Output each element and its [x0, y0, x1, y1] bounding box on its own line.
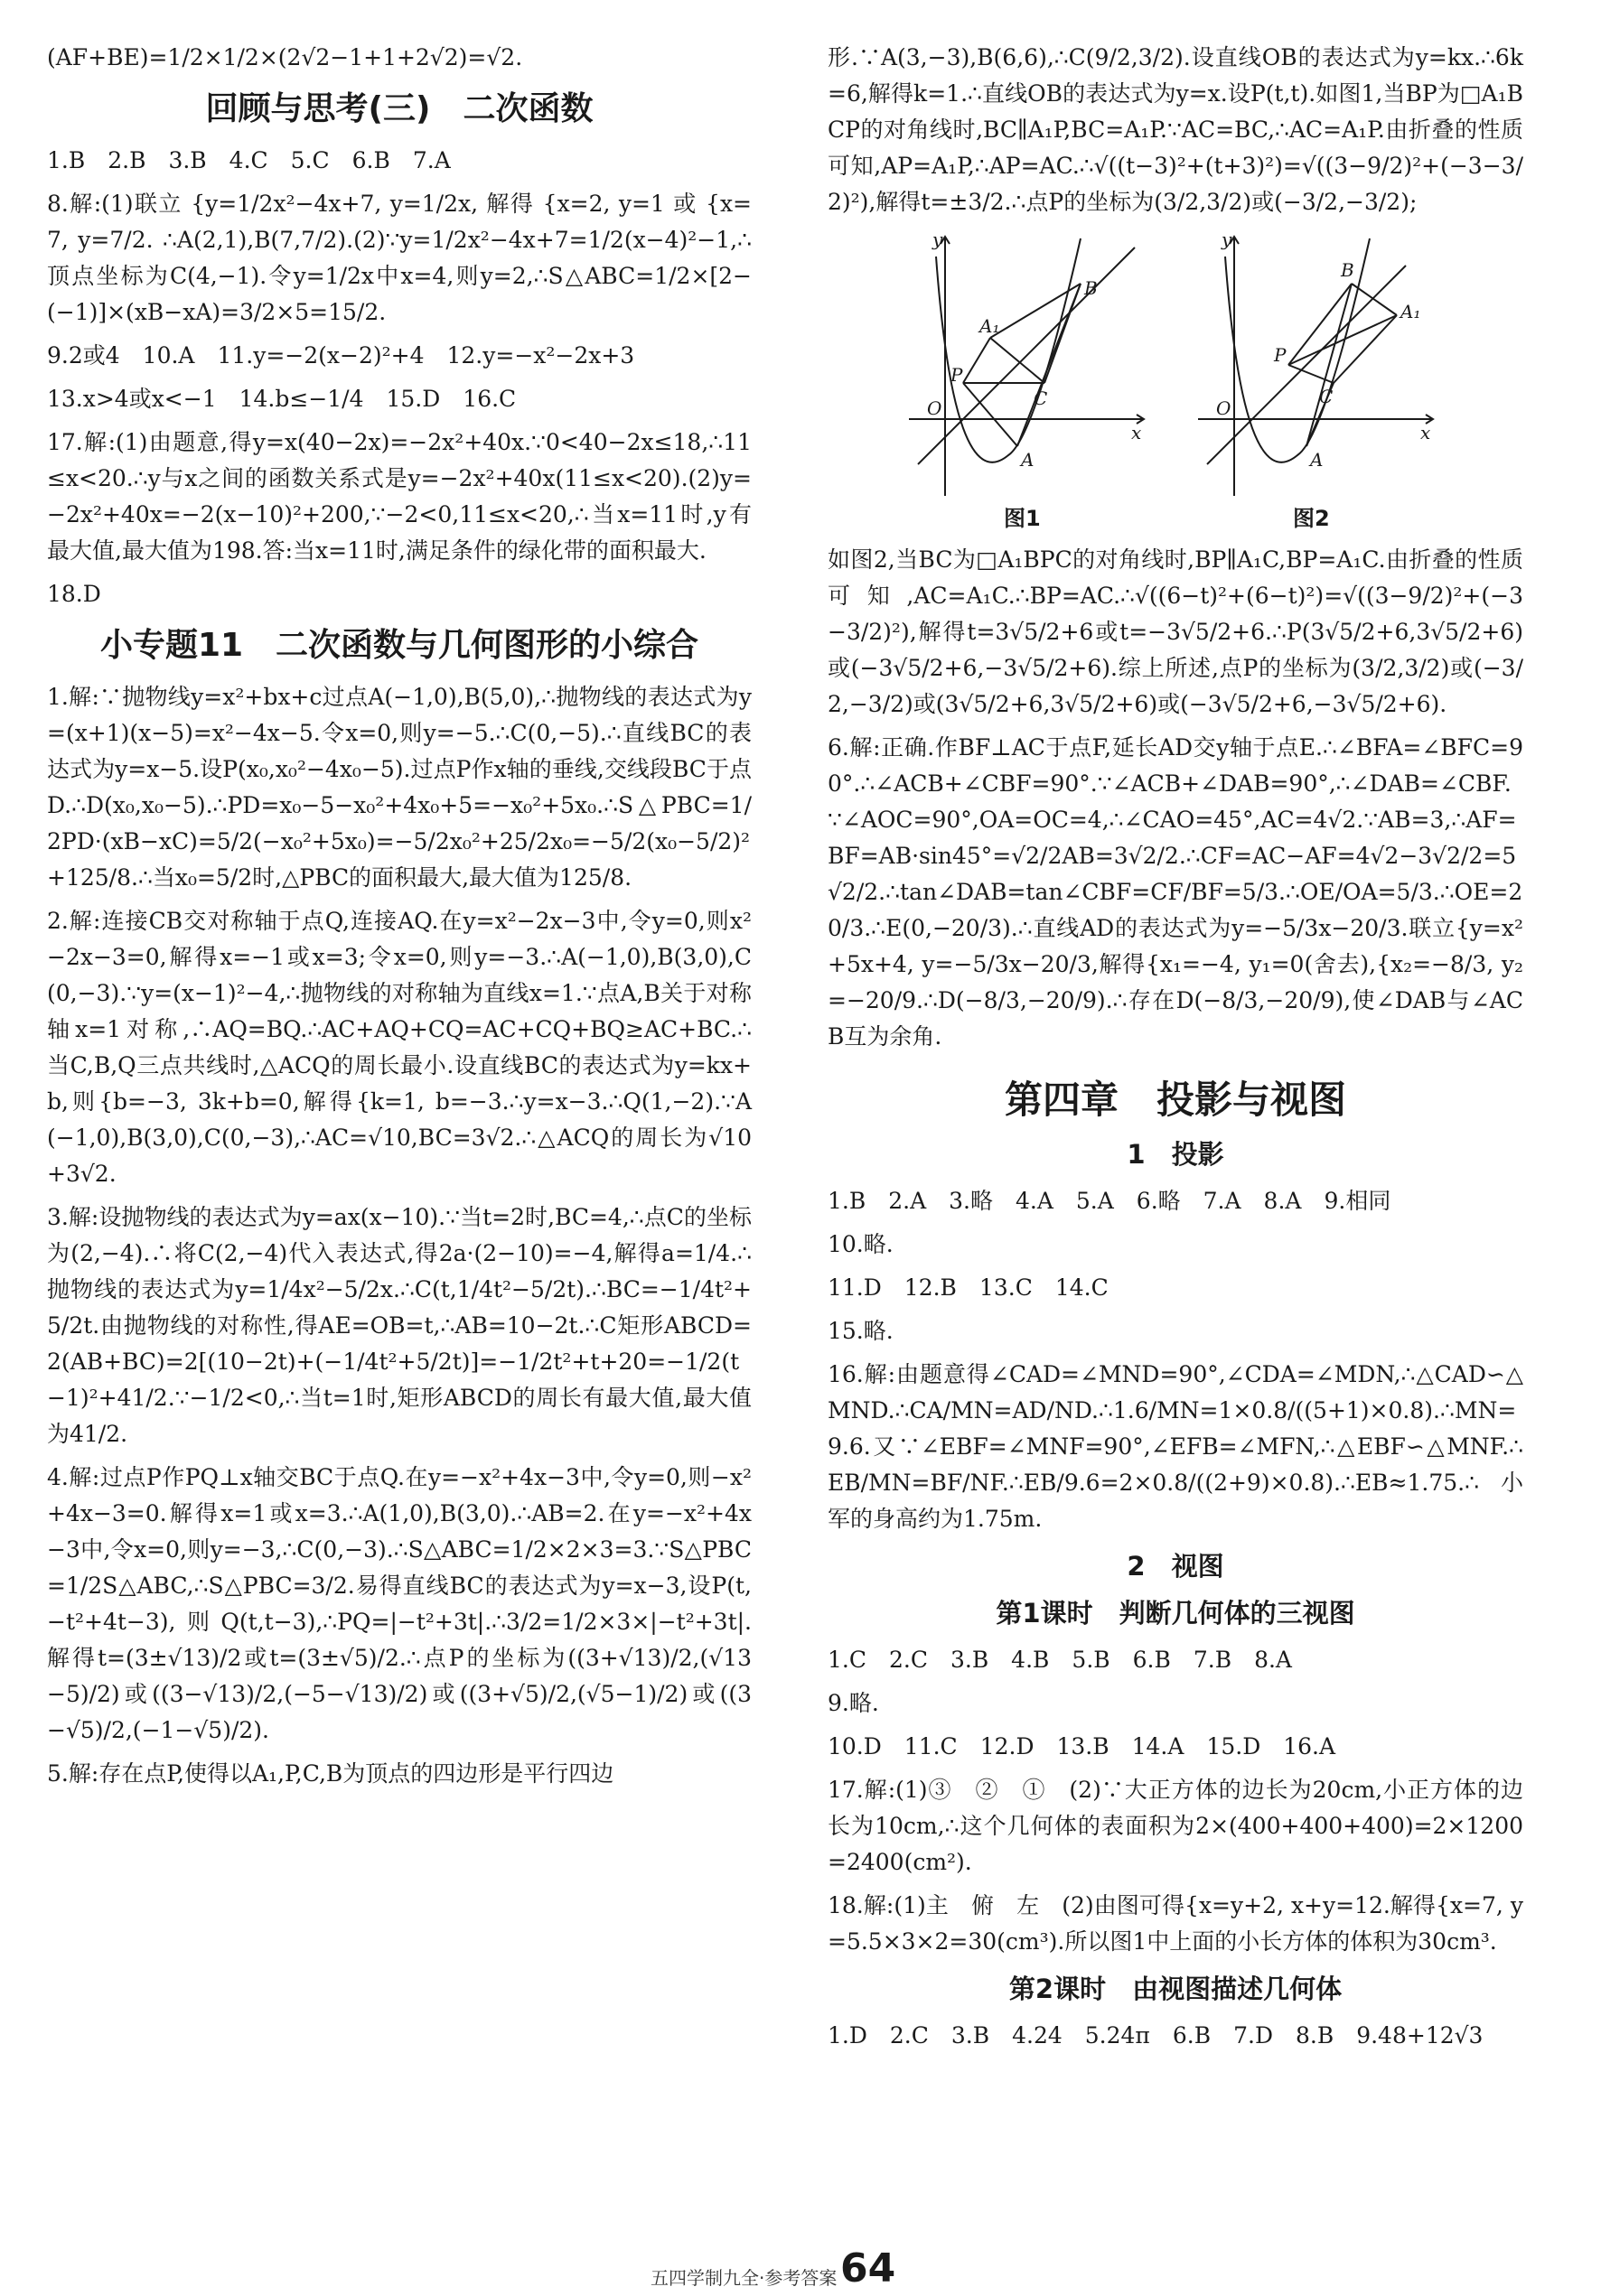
answer-line: 1.C 2.C 3.B 4.B 5.B 6.B 7.B 8.A	[828, 1647, 1292, 1673]
axis-y-letter: y	[1222, 229, 1232, 250]
figure-2-parabola-diagram	[1189, 229, 1442, 500]
page-footer	[651, 2245, 958, 2291]
point-p-letter: P	[1274, 344, 1287, 366]
answer-line: 8.解:(1)联立 {y=1/2x²−4x+7, y=1/2x, 解得 {x=2, y=1 或 {x=7, y=7/2. ∴A(2,1),B(7,7/2).(2)∵y=1/2x²−4x+7=1/2(x−4)²−1,∴顶点坐标为C(4,−1).令y=1/2x中x=4,则y=2,∴S△ABC=1/2×[2−(−1)]×(xB−xA)=3/2×5=15/2.	[47, 191, 752, 325]
answer-line: 17.解:(1)由题意,得y=x(40−2x)=−2x²+40x.∵0<40−2x≤18,∴11≤x<20.∴y与x之间的函数关系式是y=−2x²+40x(11≤x<20).(2)y=−2x²+40x=−2(x−10)²+200,∵−2<0,11≤x<20,∴当x=11时,y有最大值,最大值为198.答:当x=11时,满足条件的绿化带的面积最大.	[47, 429, 752, 564]
point-p-letter: P	[950, 364, 963, 386]
intro-line: (AF+BE)=1/2×1/2×(2√2−1+1+2√2)=√2.	[47, 44, 523, 70]
answer-line: 18.D	[47, 581, 101, 607]
answer-line: 6.解:正确.作BF⊥AC于点F,延长AD交y轴于点E.∴∠BFA=∠BFC=90°.∴∠ACB+∠CBF=90°.∵∠ACB+∠DAB=90°,∴∠DAB=∠CBF.∵∠AOC=90°,OA=OC=4,∴∠CAO=45°,AC=4√2.∵AB=3,∴AF=BF=AB·sin45°=√2/2AB=3√2/2.∴CF=AC−AF=4√2−3√2/2=5√2/2.∴tan∠DAB=tan∠CBF=CF/BF=5/3.∴OE/OA=5/3.∴OE=20/3.∴E(0,−20/3).∴直线AD的表达式为y=−5/3x−20/3.联立{y=x²+5x+4, y=−5/3x−20/3,解得{x₁=−4, y₁=0(舍去),{x₂=−8/3, y₂=−20/9.∴D(−8/3,−20/9).∴存在D(−8/3,−20/9),使∠DAB与∠ACB互为余角.	[828, 734, 1523, 1050]
point-c-letter: C	[1319, 386, 1334, 407]
point-a-letter: A	[1310, 449, 1324, 471]
answer-line: 13.x>4或x<−1 14.b≤−1/4 15.D 16.C	[47, 386, 517, 412]
origin-letter: O	[1216, 397, 1231, 419]
answer-line: 16.解:由题意得∠CAD=∠MND=90°,∠CDA=∠MDN,∴△CAD∽△MND.∴CA/MN=AD/ND.∴1.6/MN=1×0.8/((5+1)×0.8).∴MN=9.6.又∵∠EBF=∠MNF=90°,∠EFB=∠MFN,∴△EBF∽△MNF.∴EB/MN=BF/NF.∴EB/9.6=2×0.8/((2+9)×0.8).∴EB≈1.75.∴小军的身高约为1.75m.	[828, 1361, 1523, 1532]
lesson-2-title: 第2课时 由视图描述几何体	[1008, 1974, 1343, 2004]
figure-1-caption: 图1	[1004, 506, 1041, 531]
point-a1-letter: A₁	[1400, 301, 1421, 322]
point-b-letter: B	[1341, 259, 1354, 281]
origin-letter: O	[927, 397, 942, 419]
answer-line: 18.解:(1)主 俯 左 (2)由图可得{x=y+2, x+y=12.解得{x=7, y=5.5×3×2=30(cm³).所以图1中上面的小长方体的体积为30cm³.	[828, 1892, 1523, 1955]
point-b-letter: B	[1084, 277, 1098, 299]
section-1-title: 1 投影	[1127, 1139, 1224, 1170]
answer-line: 1.B 2.B 3.B 4.C 5.C 6.B 7.A	[47, 147, 451, 173]
answer-line: 9.略.	[828, 1690, 879, 1716]
topic-section-title: 小专题11 二次函数与几何图形的小综合	[99, 627, 699, 664]
footer-book-label: 五四学制九全·参考答案	[651, 2267, 838, 2289]
lesson-1-title: 第1课时 判断几何体的三视图	[996, 1598, 1355, 1629]
left-column	[47, 40, 752, 1799]
continuation-paragraph: 形.∵A(3,−3),B(6,6),∴C(9/2,3/2).设直线OB的表达式为y=kx.∴6k=6,解得k=1.∴直线OB的表达式为y=x.设P(t,t).如图1,当BP为□A₁BCP的对角线时,BC∥A₁P,BC=A₁P.∵AC=BC,∴AC=A₁P.由折叠的性质可知,AP=A₁P,∴AP=AC.∴√((t−3)²+(t+3)²)=√((3−9/2)²+(−3−3/2)²),解得t=±3/2.∴点P的坐标为(3/2,3/2)或(−3/2,−3/2);	[828, 44, 1523, 215]
answer-line: 1.解:∵抛物线y=x²+bx+c过点A(−1,0),B(5,0),∴抛物线的表达式为y=(x+1)(x−5)=x²−4x−5.令x=0,则y=−5.∴C(0,−5).∴直线BC的表达式为y=x−5.设P(x₀,x₀²−4x₀−5).过点P作x轴的垂线,交线段BC于点D.∴D(x₀,x₀−5).∴PD=x₀−5−x₀²+4x₀+5=−x₀²+5x₀.∴S△PBC=1/2PD·(xB−xC)=5/2(−x₀²+5x₀)=−5/2x₀²+25/2x₀=−5/2(x₀−5/2)²+125/8.∴当x₀=5/2时,△PBC的面积最大,最大值为125/8.	[47, 684, 752, 891]
point-a1-letter: A₁	[979, 315, 1000, 337]
answer-line: 17.解:(1)③ ② ① (2)∵大正方体的边长为20cm,小正方体的边长为10cm,∴这个几何体的表面积为2×(400+400+400)=2×1200=2400(cm²).	[828, 1777, 1523, 1875]
answer-line: 如图2,当BC为□A₁BPC的对角线时,BP∥A₁C,BP=A₁C.由折叠的性质可知,AC=A₁C.∴BP=AC.∴√((6−t)²+(6−t)²)=√((3−9/2)²+(−3−3/2)²),解得t=3√5/2+6或t=−3√5/2+6.∴P(3√5/2+6,3√5/2+6)或(−3√5/2+6,−3√5/2+6).综上所述,点P的坐标为(3/2,3/2)或(−3/2,−3/2)或(3√5/2+6,3√5/2+6)或(−3√5/2+6,−3√5/2+6).	[828, 546, 1523, 717]
answer-line: 2.解:连接CB交对称轴于点Q,连接AQ.在y=x²−2x−3中,令y=0,则x²−2x−3=0,解得x=−1或x=3;令x=0,则y=−3.∴A(−1,0),B(3,0),C(0,−3).∵y=(x−1)²−4,∴抛物线的对称轴为直线x=1.∵点A,B关于对称轴x=1对称,∴AQ=BQ.∴AC+AQ+CQ=AC+CQ+BQ≥AC+BC.∴当C,B,Q三点共线时,△ACQ的周长最小.设直线BC的表达式为y=kx+b,则{b=−3, 3k+b=0,解得{k=1, b=−3.∴y=x−3.∴Q(1,−2).∵A(−1,0),B(3,0),C(0,−3),∴AC=√10,BC=3√2.∴△ACQ的周长为√10+3√2.	[47, 908, 752, 1187]
answer-line: 15.略.	[828, 1318, 894, 1344]
answer-line: 4.解:过点P作PQ⊥x轴交BC于点Q.在y=−x²+4x−3中,令y=0,则−x²+4x−3=0.解得x=1或x=3.∴A(1,0),B(3,0).∴AB=2.在y=−x²+4x−3中,令x=0,则y=−3,∴C(0,−3).∴S△ABC=1/2×2×3=3.∵S△PBC=1/2S△ABC,∴S△PBC=3/2.易得直线BC的表达式为y=x−3,设P(t,−t²+4t−3),则Q(t,t−3),∴PQ=|−t²+3t|.∴3/2=1/2×3×|−t²+3t|.解得t=(3±√13)/2或t=(3±√5)/2.∴点P的坐标为((3+√13)/2,(√13−5)/2)或((3−√13)/2,(−5−√13)/2)或((3+√5)/2,(√5−1)/2)或((3−√5)/2,(−1−√5)/2).	[47, 1464, 752, 1743]
answer-line: 5.解:存在点P,使得以A₁,P,C,B为顶点的四边形是平行四边	[47, 1760, 614, 1787]
figures-row	[828, 229, 1523, 531]
figure-1-parabola-diagram	[900, 229, 1153, 500]
review-section-title: 回顾与思考(三) 二次函数	[205, 90, 594, 127]
axis-x-letter: x	[1420, 422, 1431, 443]
page-number: 64	[840, 2245, 896, 2291]
answer-line: 10.略.	[828, 1231, 894, 1257]
answer-line: 3.解:设抛物线的表达式为y=ax(x−10).∵当t=2时,BC=4,∴点C的坐标为(2,−4).∴将C(2,−4)代入表达式,得2a·(2−10)=−4,解得a=1/4.∴抛物线的表达式为y=1/4x²−5/2x.∴C(t,1/4t²−5/2t).∴BC=−1/4t²+5/2t.由抛物线的对称性,得AE=OB=t,∴AB=10−2t.∴C矩形ABCD=2(AB+BC)=2[(10−2t)+(−1/4t²+5/2t)]=−1/2t²+t+20=−1/2(t−1)²+41/2.∵−1/2<0,∴当t=1时,矩形ABCD的周长有最大值,最大值为41/2.	[47, 1204, 752, 1447]
answer-line: 1.B 2.A 3.略 4.A 5.A 6.略 7.A 8.A 9.相同	[828, 1188, 1391, 1214]
chapter-title: 第四章 投影与视图	[1004, 1078, 1346, 1122]
point-c-letter: C	[1034, 387, 1048, 409]
point-a-letter: A	[1021, 449, 1035, 471]
figure-2-caption: 图2	[1293, 506, 1330, 531]
axis-x-letter: x	[1131, 422, 1142, 443]
answer-line: 10.D 11.C 12.D 13.B 14.A 15.D 16.A	[828, 1733, 1336, 1759]
answer-line: 11.D 12.B 13.C 14.C	[828, 1274, 1109, 1301]
right-column	[828, 40, 1523, 2061]
answer-line: 1.D 2.C 3.B 4.24 5.24π 6.B 7.D 8.B 9.48+12√3	[828, 2022, 1484, 2049]
axis-y-letter: y	[932, 229, 943, 250]
answer-line: 9.2或4 10.A 11.y=−2(x−2)²+4 12.y=−x²−2x+3	[47, 342, 635, 369]
section-2-title: 2 视图	[1127, 1551, 1224, 1582]
